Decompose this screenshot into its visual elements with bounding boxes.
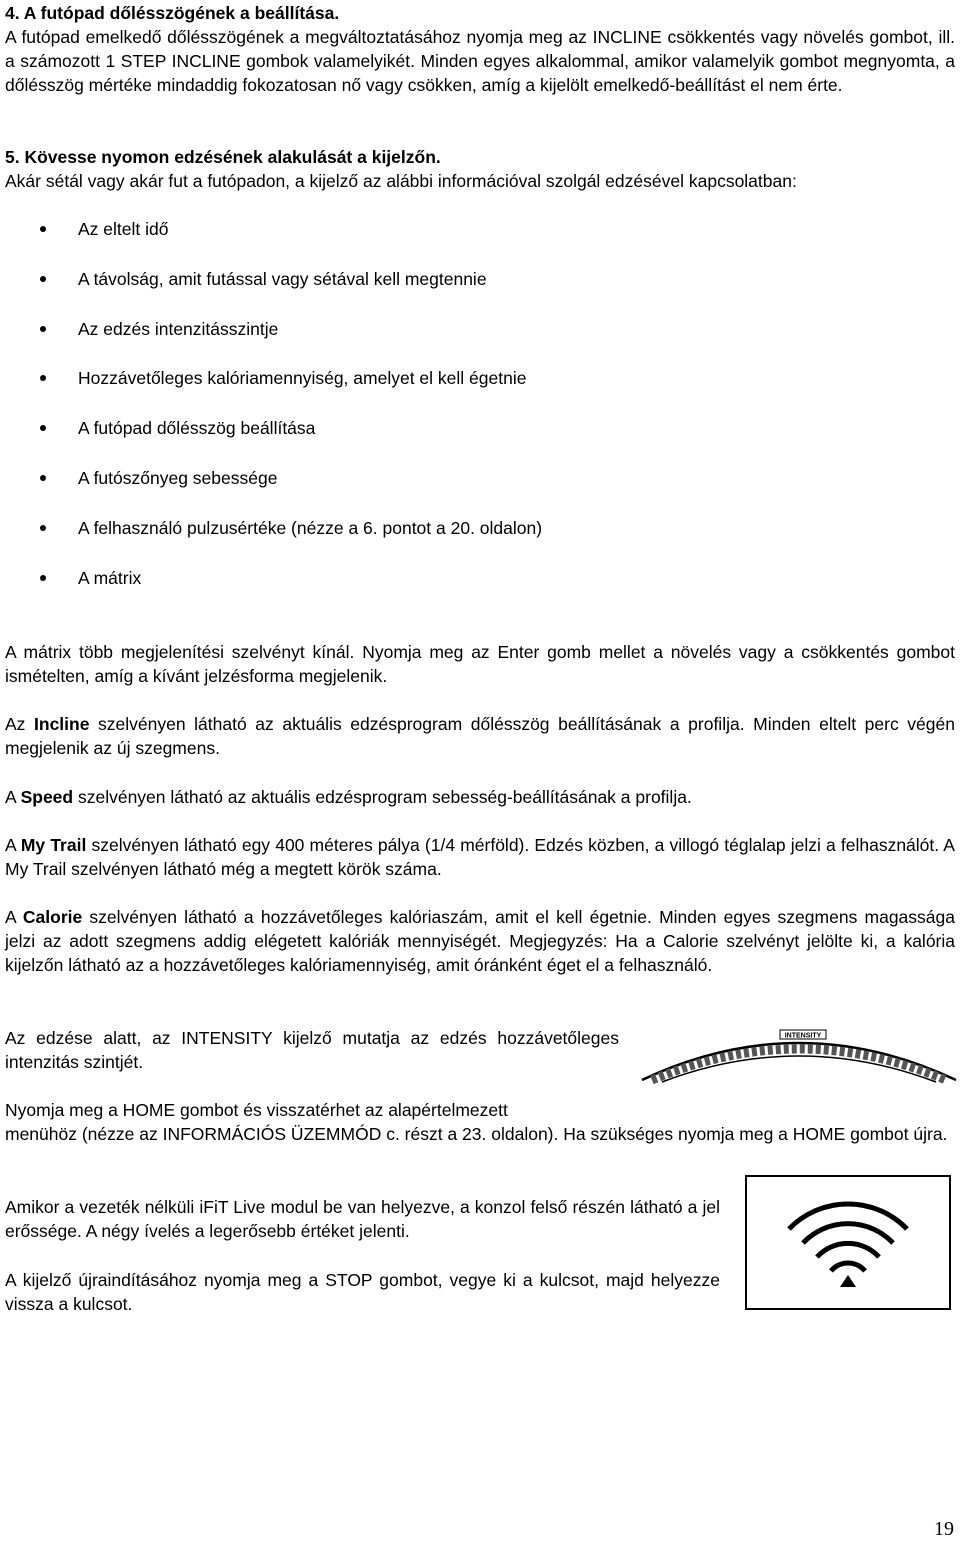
- intensity-display-graphic: [640, 1024, 958, 1084]
- speed-post: szelvényen látható az aktuális edzésprogram sebesség-beállításának a profilja.: [73, 787, 692, 807]
- home-paragraph-line1: Nyomja meg a HOME gombot és visszatérhet az alapértelmezett: [5, 1100, 508, 1120]
- calorie-pre: A: [5, 907, 23, 927]
- speed-pre: A: [5, 787, 21, 807]
- intensity-label: INTENSITY: [784, 1032, 822, 1040]
- incline-term: Incline: [34, 714, 90, 734]
- home-paragraph-rest: menühöz (nézze az INFORMÁCIÓS ÜZEMMÓD c. részt a 23. oldalon). Ha szükséges nyomja meg a HOME gombot újra.: [5, 1124, 948, 1144]
- section-4-heading: 4. A futópad dőlésszögének a beállítása.: [5, 3, 340, 23]
- wifi-signal-box: [745, 1175, 951, 1310]
- section-5-intro: Akár sétál vagy akár fut a futópadon, a kijelző az alábbi információval szolgál edzésével kapcsolatban:: [5, 171, 797, 191]
- intensity-paragraph: Az edzése alatt, az INTENSITY kijelző mutatja az edzés hozzávetőleges intenzitás szintjét.: [5, 1028, 619, 1072]
- trail-pre: A: [5, 835, 21, 855]
- ifit-paragraph: Amikor a vezeték nélküli iFiT Live modul be van helyezve, a konzol felső részén látható a jel erőssége. A négy ívelés a legerősebb értéket jelenti.: [5, 1197, 720, 1241]
- section-4-body: A futópad emelkedő dőlésszögének a megváltoztatásához nyomja meg az INCLINE csökkentés vagy növelés gombot, ill. a számozott 1 STEP INCLINE gombok valamelyikét. Minden egyes alkalommal, amikor valamelyik gombot megnyomta, a dőlésszög mértéke mindaddig fokozatosan nő vagy csökken, amíg a kijelölt emelkedő-beállítást el nem érte.: [5, 27, 955, 95]
- list-item: A távolság, amit futással vagy sétával kell megtennie: [0, 266, 542, 316]
- calorie-post: szelvényen látható a hozzávetőleges kalóriaszám, amit el kell égetnie. Minden egyes szegmens magassága jelzi az adott szegmens addig elégetett kalóriák mennyiségét. Megjegyzés: Ha a Calorie szelvényt jelölte ki, a kalória kijelzőn látható az a hozzávetőleges kalóriamennyiség, amit óránként éget el a felhasználó.: [5, 907, 955, 975]
- list-item: A futószőnyeg sebessége: [0, 465, 542, 515]
- incline-post: szelvényen látható az aktuális edzésprogram dőlésszög beállításának a profilja. Minden eltelt perc végén megjelenik az új szegmens.: [5, 714, 955, 758]
- trail-term: My Trail: [20, 835, 87, 855]
- list-item: Hozzávetőleges kalóriamennyiség, amelyet el kell égetnie: [0, 365, 542, 415]
- incline-pre: Az: [5, 714, 35, 734]
- speed-paragraph: [5, 785, 955, 809]
- display-info-list: [0, 216, 542, 614]
- list-item: Az edzés intenzitásszintje: [0, 316, 542, 366]
- speed-term: Speed: [20, 787, 74, 807]
- calorie-paragraph: [5, 905, 955, 977]
- list-item: A futópad dőlésszög beállítása: [0, 415, 542, 465]
- list-item: A mátrix: [0, 565, 542, 615]
- section-5-heading: 5. Kövesse nyomon edzésének alakulását a kijelzőn.: [5, 147, 441, 167]
- incline-paragraph: [5, 712, 955, 760]
- trail-post: szelvényen látható egy 400 méteres pálya (1/4 mérföld). Edzés közben, a villogó téglalap jelzi a felhasználót. A My Trail szelvényen látható még a megtett körök száma.: [5, 835, 955, 879]
- page-number: 19: [934, 1518, 954, 1540]
- calorie-term: Calorie: [22, 907, 83, 927]
- wifi-signal-icon: [747, 1177, 949, 1308]
- list-item: Az eltelt idő: [0, 216, 542, 266]
- my-trail-paragraph: [5, 833, 955, 881]
- stop-paragraph: A kijelző újraindításához nyomja meg a STOP gombot, vegye ki a kulcsot, majd helyezze vissza a kulcsot.: [5, 1270, 720, 1314]
- matrix-paragraph: A mátrix több megjelenítési szelvényt kínál. Nyomja meg az Enter gomb mellet a növelés vagy a csökkentés gombot ismételten, amíg a kívánt jelzésforma megjelenik.: [5, 642, 955, 686]
- list-item: A felhasználó pulzusértéke (nézze a 6. pontot a 20. oldalon): [0, 515, 542, 565]
